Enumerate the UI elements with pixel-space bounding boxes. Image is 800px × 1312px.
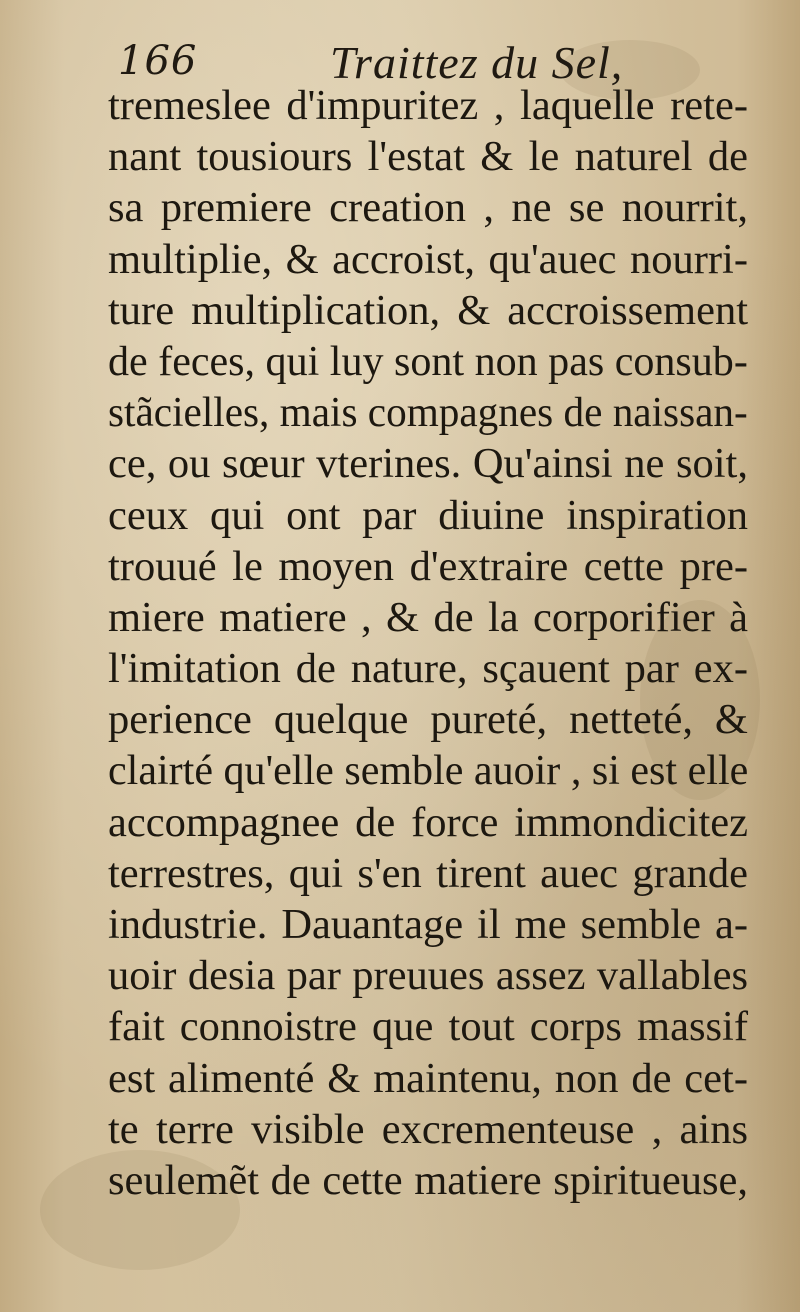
- text-line: sa premiere creation , ne se nourrit,: [108, 184, 748, 232]
- running-title: Traittez du Sel,: [330, 37, 624, 88]
- text-line: tremeslee d'impuritez , laquelle rete-: [108, 82, 748, 129]
- body-text: [108, 80, 748, 1206]
- text-line: terrestres, qui s'en tirent auec grande: [108, 849, 748, 897]
- text-line: nant tousiours l'estat & le naturel de: [108, 133, 748, 181]
- text-line: fait connoistre que tout corps massif: [108, 1003, 748, 1051]
- text-line: accompagnee de force immondicitez: [108, 798, 748, 846]
- text-line: est alimenté & maintenu, non de cet-: [108, 1054, 748, 1102]
- text-line: trouué le moyen d'extraire cette pre-: [108, 542, 748, 590]
- text-line: seulemẽt de cette matiere spiritueuse,: [108, 1156, 748, 1204]
- text-line: uoir desia par preuues assez vallables: [108, 952, 748, 1000]
- text-line: perience quelque pureté, netteté, &: [108, 696, 748, 744]
- text-line: ceux qui ont par diuine inspiration: [108, 491, 748, 539]
- text-line: ture multiplication, & accroissement: [108, 286, 748, 334]
- text-line: te terre visible excrementeuse , ains: [108, 1105, 748, 1153]
- page-header: [118, 28, 718, 88]
- text-line: clairté qu'elle semble auoir , si est elle: [108, 747, 749, 795]
- text-line: l'imitation de nature, sçauent par ex-: [108, 645, 748, 693]
- text-line: industrie. Dauantage il me semble a-: [108, 901, 748, 948]
- page-number: 166: [118, 38, 198, 84]
- text-line: de feces, qui luy sont non pas consub-: [108, 337, 748, 385]
- text-line: multiplie, & accroist, qu'auec nourri-: [108, 235, 748, 283]
- text-line: ce, ou sœur vterines. Qu'ainsi ne soit,: [108, 440, 748, 488]
- text-line: miere matiere , & de la corporifier à: [108, 593, 748, 641]
- text-line: stãcielles, mais compagnes de naissan-: [108, 389, 748, 437]
